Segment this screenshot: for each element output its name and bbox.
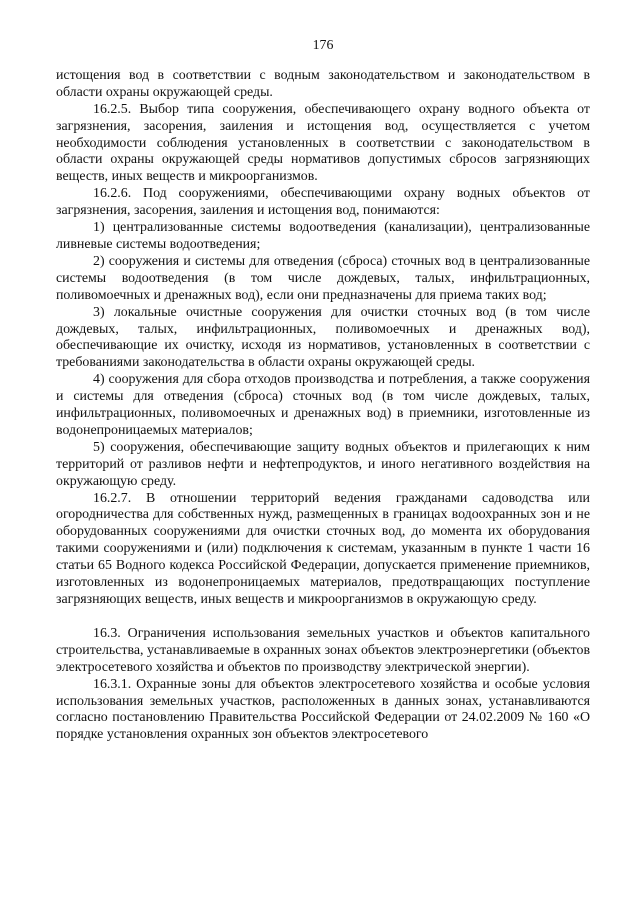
paragraph-16-2-6: 16.2.6. Под сооружениями, обеспечивающими охрану водных объектов от загрязнения, засорения, заиления и истощения вод, понимаются:	[56, 186, 590, 219]
paragraph-16-2-7: 16.2.7. В отношении территорий ведения гражданами садоводства или огородничества для собственных нужд, размещенных в границах водоохранных зон и не оборудованных сооружениями для очистки сточных вод, до момента их оборудования такими сооружениями и (или) подключения к системам, указанным в пункте 1 части 16 статьи 65 Водного кодекса Российской Федерации, допускается применение приемников, изготовленных из водонепроницаемых материалов, предотвращающих поступление загрязняющих веществ, иных веществ и микроорганизмов в окружающую среду.	[56, 490, 590, 607]
section-heading-16-3: 16.3. Ограничения использования земельных участков и объектов капитального строительства, устанавливаемые в охранных зонах объектов электроэнергетики (объектов электросетевого хозяйства и объектов по производству электрической энергии).	[56, 625, 591, 675]
list-item-1: 1) централизованные системы водоотведения (канализации), централизованные ливневые системы водоотведения;	[56, 220, 590, 252]
list-item-5: 5) сооружения, обеспечивающие защиту водных объектов и прилегающих к ним территорий от разливов нефти и нефтепродуктов, и иного негативного воздействия на окружающую среду.	[56, 439, 590, 489]
paragraph-continuation: истощения вод в соответствии с водным законодательством и законодательством в области охраны окружающей среды.	[56, 67, 590, 100]
list-item-2: 2) сооружения и системы для отведения (сброса) сточных вод в централизованные системы водоотведения (в том числе дождевых, талых, инфильтрационных, поливомоечных и дренажных вод), если они предназначены для приема таких вод;	[56, 253, 590, 303]
paragraph-16-2-5: 16.2.5. Выбор типа сооружения, обеспечивающего охрану водного объекта от загрязнения, засорения, заиления и истощения вод, осуществляется с учетом необходимости соблюдения установленных в соответствии с законодательством в области охраны окружающей среды нормативов допустимых сбросов загрязняющих веществ, иных веществ и микроорганизмов.	[56, 101, 590, 185]
paragraph-16-3-1: 16.3.1. Охранные зоны для объектов электросетевого хозяйства и особые условия использования земельных участков, расположенных в данных зонах, устанавливаются согласно постановлению Правительства Российской Федерации от 24.02.2009 № 160 «О порядке установления охранных зон объектов электросетевого	[56, 676, 590, 743]
body-text	[56, 68, 590, 744]
section-gap	[56, 609, 590, 626]
list-item-3: 3) локальные очистные сооружения для очистки сточных вод (в том числе дождевых, талых, инфильтрационных, поливомоечных и дренажных вод), обеспечивающие их очистку, исходя из нормативов, установленных в соответствии с требованиями законодательства в области охраны окружающей среды.	[56, 304, 590, 371]
page-number: 176	[312, 38, 334, 53]
list-item-4: 4) сооружения для сбора отходов производства и потребления, а также сооружения и системы для отведения (сброса) сточных вод (в том числе дождевых, талых, инфильтрационных, поливомоечных и дренажных вод) в приемники, изготовленные из водонепроницаемых материалов;	[56, 372, 590, 438]
